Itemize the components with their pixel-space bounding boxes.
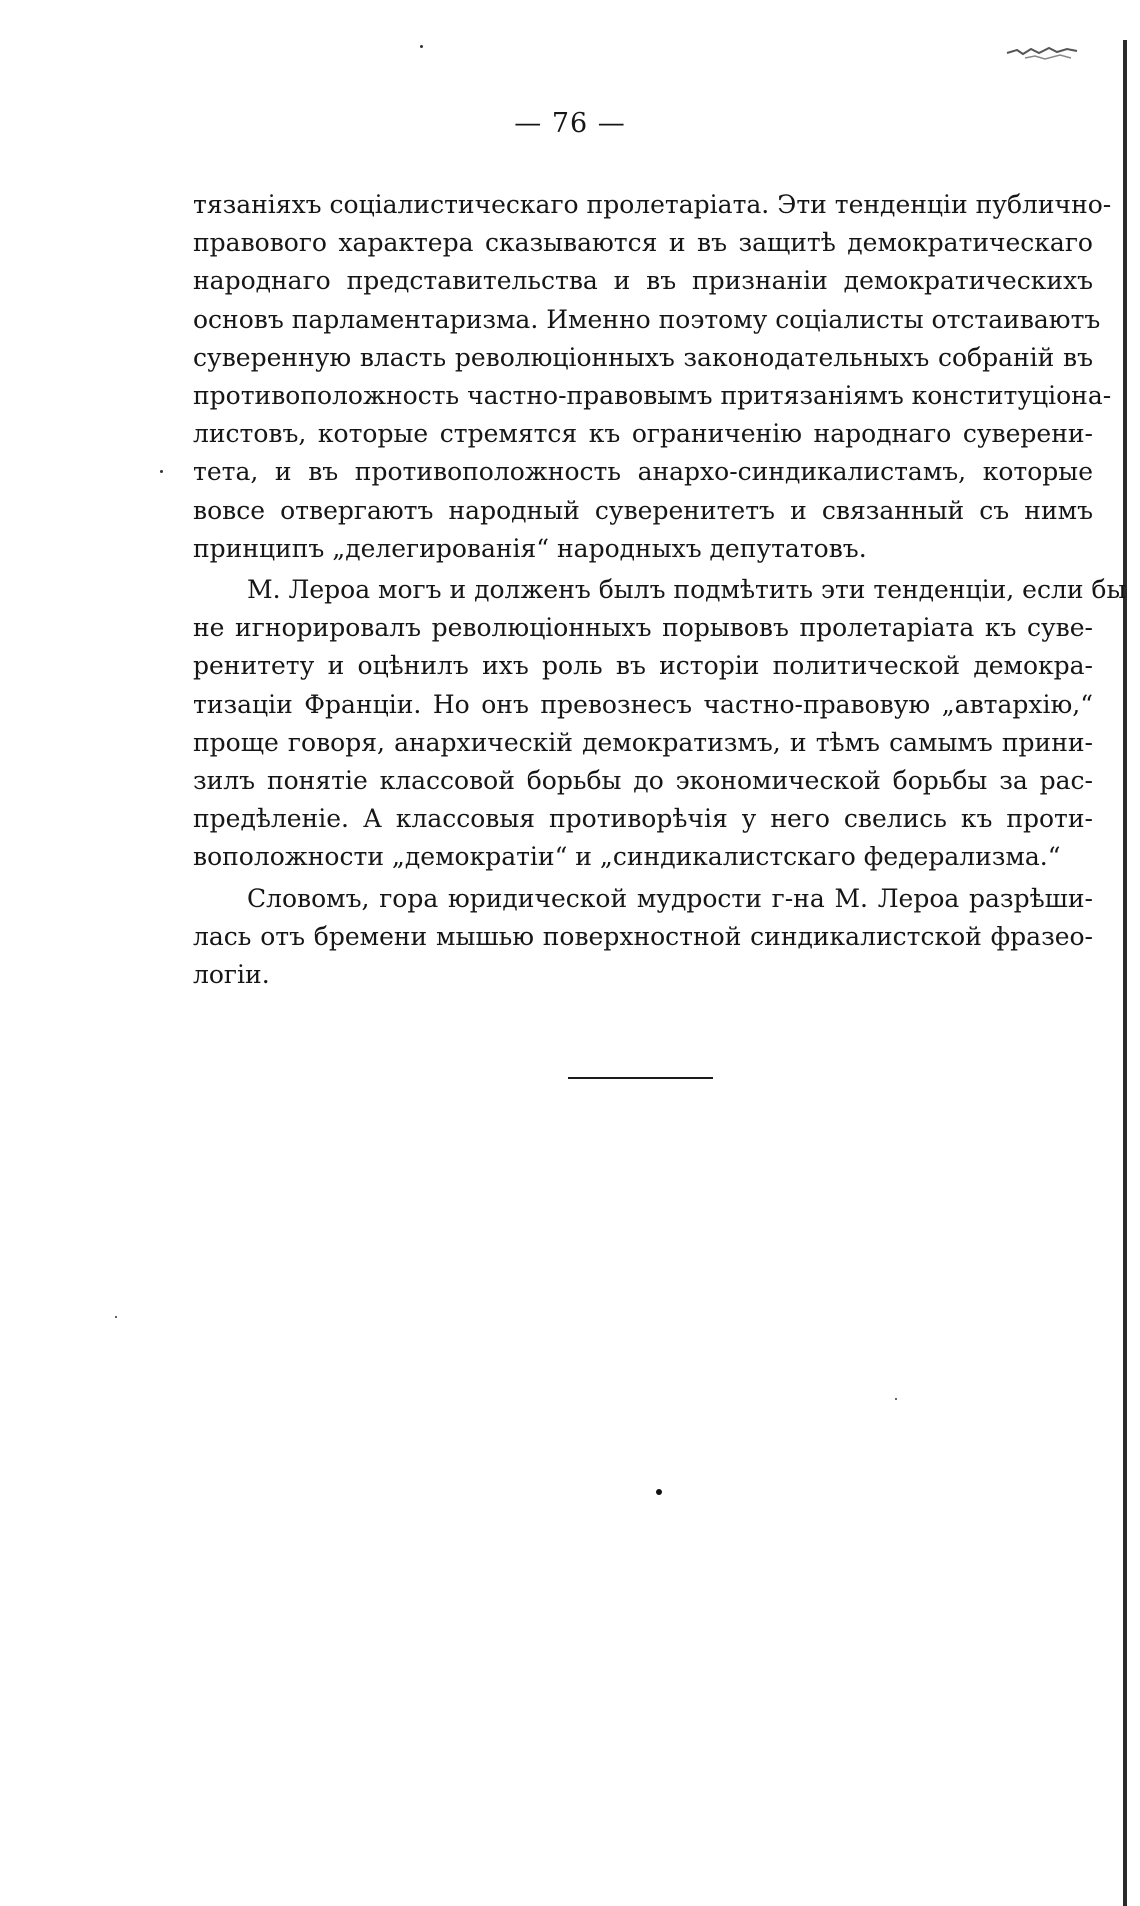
text-line: предѣленіе. А классовыя противорѣчія у него свелись къ проти- — [193, 804, 1093, 834]
text-line: тизаціи Франціи. Но онъ превознесъ частно-правовую „автархію,“ — [193, 689, 1093, 719]
body-text — [193, 186, 1127, 997]
paragraph-2 — [193, 571, 1127, 877]
text-line: ренитету и оцѣнилъ ихъ роль въ исторіи политической демокра- — [193, 651, 1093, 681]
page-edge-shadow — [1123, 40, 1127, 1906]
text-line: проще говоря, анархическій демократизмъ, и тѣмъ самымъ прини- — [193, 727, 1093, 757]
text-line: логіи. — [193, 960, 270, 990]
text-line: зилъ понятіе классовой борьбы до экономической борьбы за рас- — [193, 766, 1093, 796]
paragraph-1 — [193, 186, 1112, 568]
page-number: — 76 — — [514, 108, 626, 139]
dust-speck — [160, 470, 163, 473]
text-line: листовъ, которые стремятся къ ограниченію народнаго суверени- — [193, 419, 1093, 449]
text-line: принципъ „делегированія“ народныхъ депутатовъ. — [193, 533, 867, 563]
smudge-graphic — [1005, 45, 1080, 63]
ink-smudge-decoration — [1005, 45, 1080, 63]
text-line: суверенную власть революціонныхъ законодательныхъ собраній въ — [193, 342, 1093, 372]
text-line: противоположность частно-правовымъ притязаніямъ конституціона- — [193, 381, 1112, 411]
text-line: М. Лероа могъ и долженъ былъ подмѣтить эти тенденціи, если бы — [247, 575, 1127, 605]
text-line: основъ парламентаризма. Именно поэтому соціалисты отстаиваютъ — [193, 304, 1101, 334]
text-line: Словомъ, гора юридической мудрости г-на М. Лероа разрѣши- — [247, 883, 1093, 913]
section-end-rule — [568, 1077, 713, 1079]
text-line: вовсе отвергаютъ народный суверенитетъ и связанный съ нимъ — [193, 495, 1093, 525]
text-line: тязаніяхъ соціалистическаго пролетаріата. Эти тенденціи публично- — [193, 190, 1112, 219]
text-line: правового характера сказываются и въ защитѣ демократическаго — [193, 228, 1093, 258]
dust-speck — [895, 1398, 897, 1400]
ink-dot — [656, 1489, 662, 1495]
text-line: народнаго представительства и въ признаніи демократическихъ — [193, 266, 1093, 296]
text-line: воположности „демократіи“ и „синдикалистскаго федерализма.“ — [193, 842, 1061, 872]
dust-speck — [115, 1316, 117, 1318]
text-line: лась отъ бремени мышью поверхностной синдикалистской фразео- — [193, 921, 1093, 951]
text-line: тета, и въ противоположность анархо-синдикалистамъ, которые — [193, 457, 1093, 487]
text-line: не игнорировалъ революціонныхъ порывовъ пролетаріата къ суве- — [193, 613, 1093, 643]
dust-speck — [420, 45, 423, 48]
paragraph-3 — [193, 880, 1093, 995]
